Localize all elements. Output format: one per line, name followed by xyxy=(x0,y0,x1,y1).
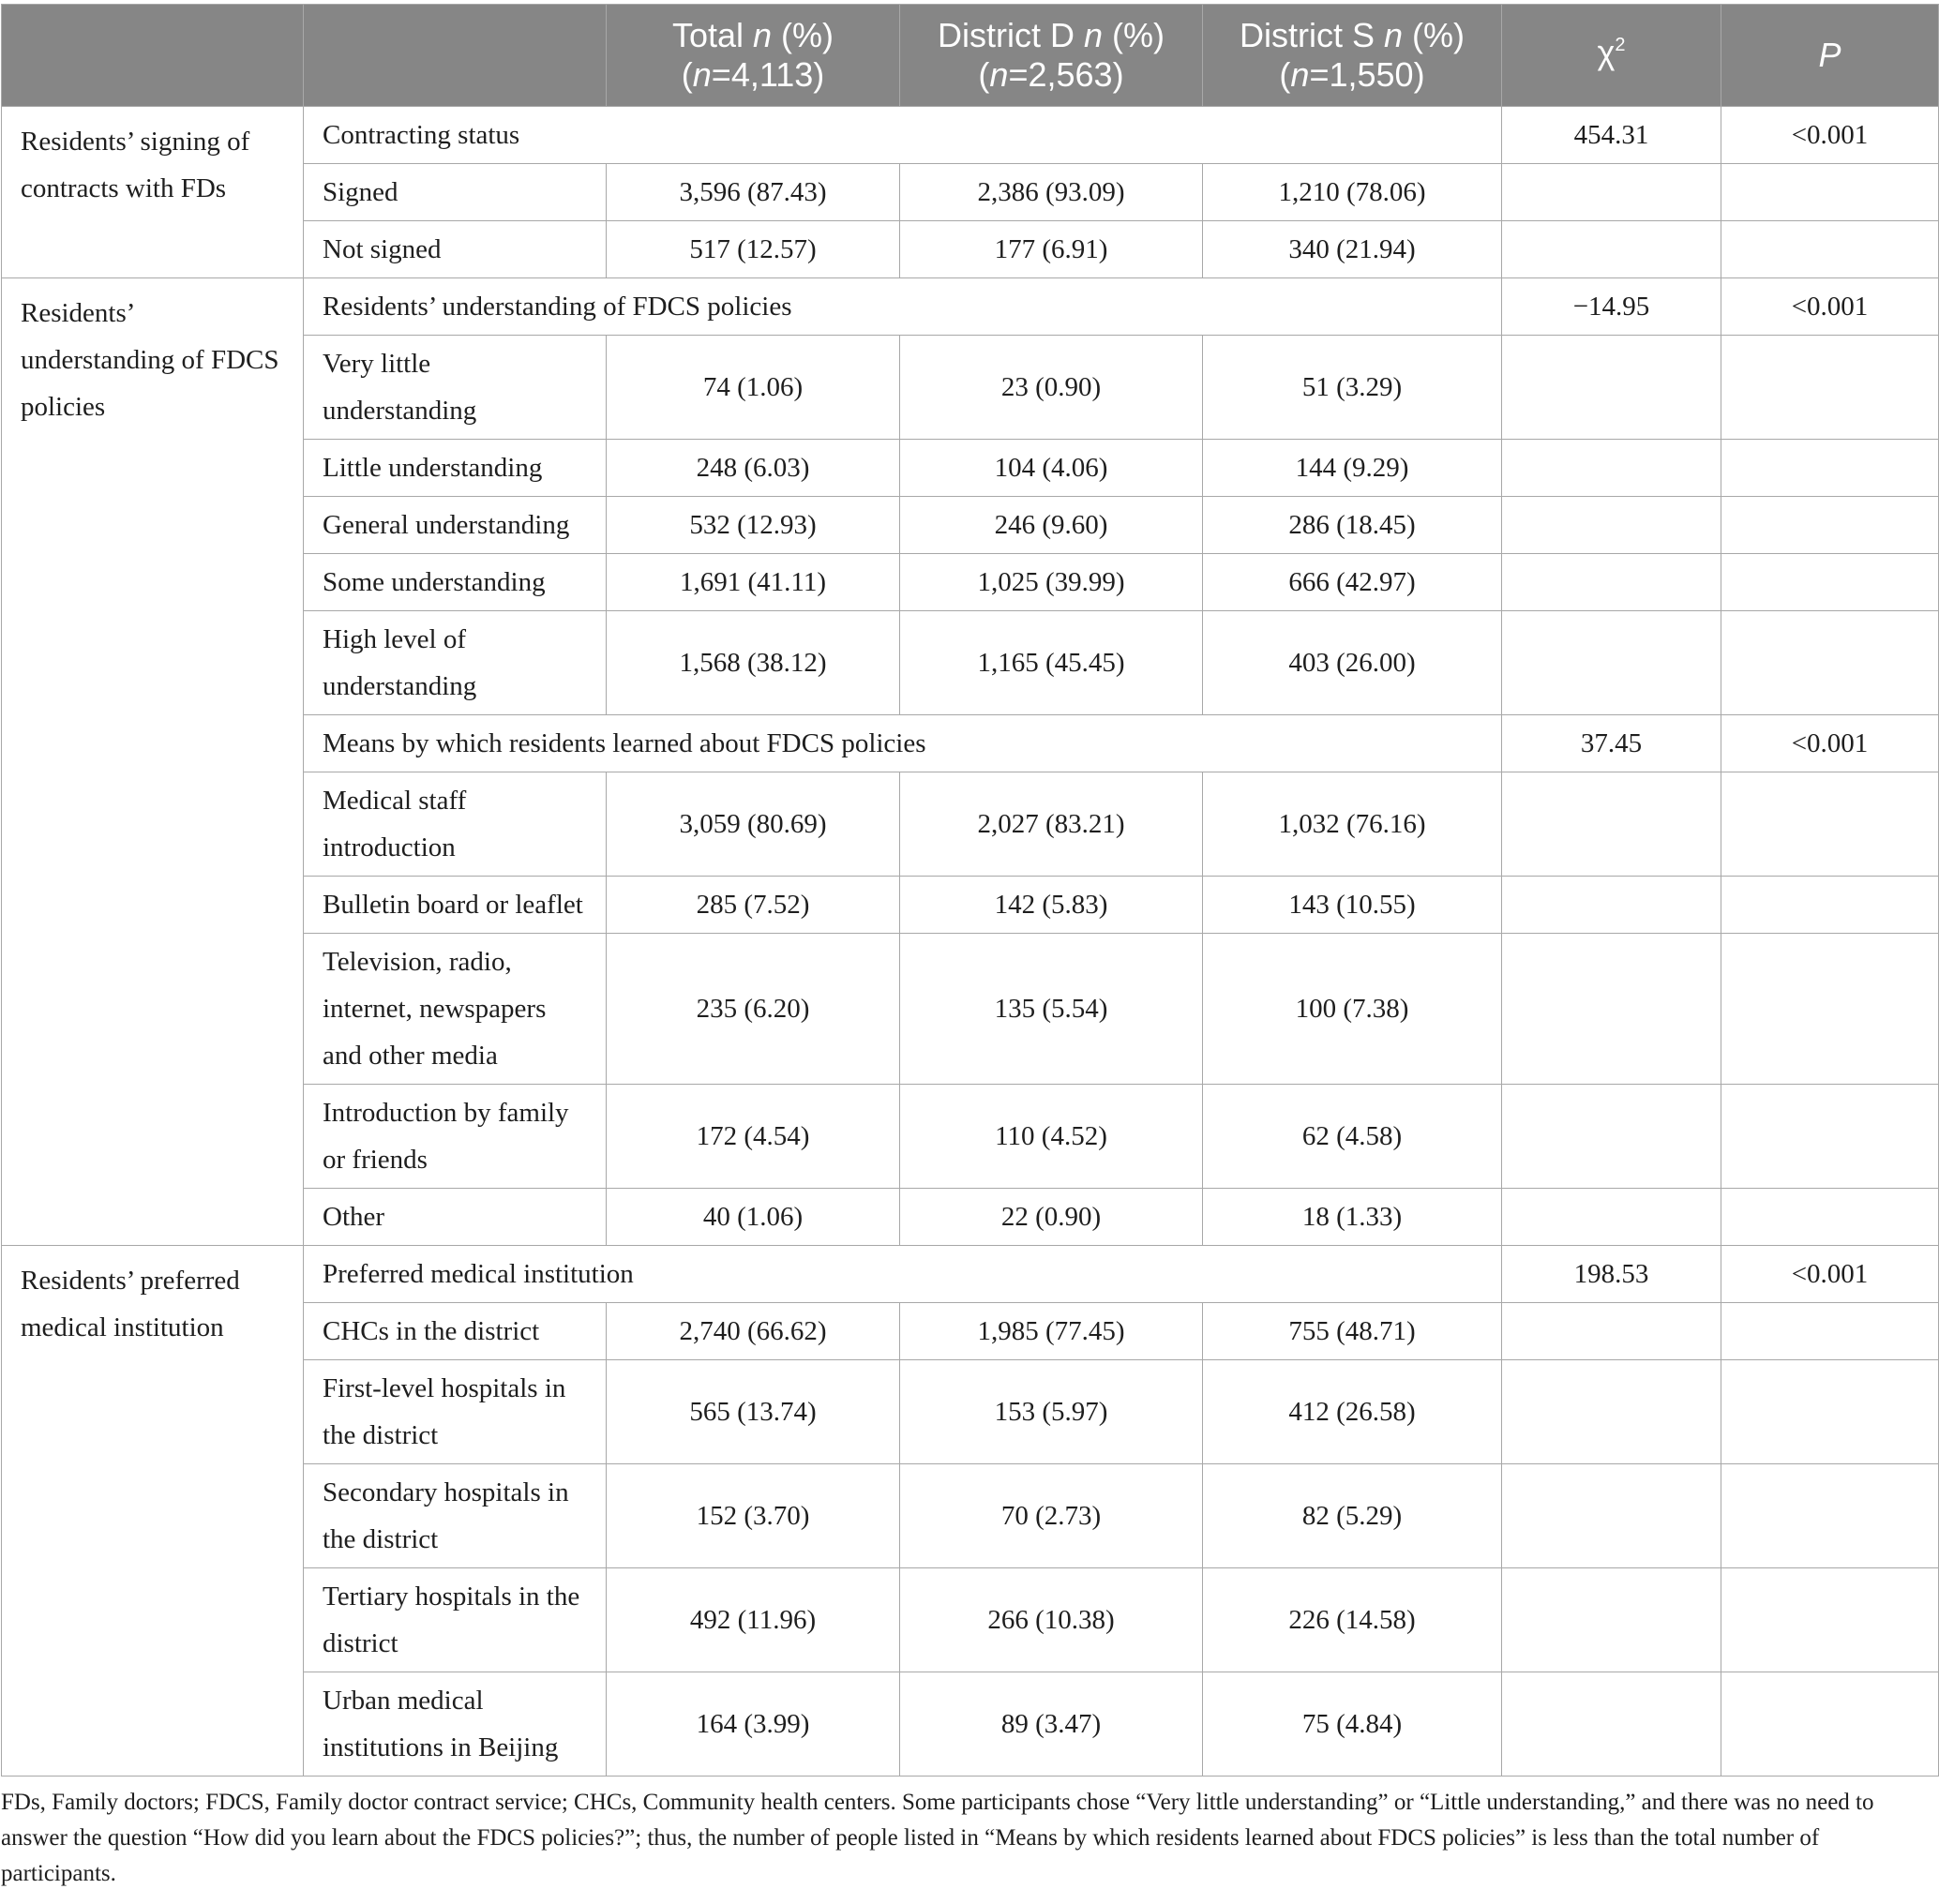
header-d-n: n xyxy=(1083,16,1104,54)
p-label: P xyxy=(1818,36,1841,74)
subheading-cell: Residents’ understanding of FDCS policies xyxy=(304,278,1502,336)
header-category-blank xyxy=(2,5,304,107)
category-cell: Residents’ signing of contracts with FDs xyxy=(2,107,304,278)
district-s-cell: 18 (1.33) xyxy=(1203,1189,1502,1246)
row-label: CHCs in the district xyxy=(304,1303,607,1360)
header-s-prefix: District S xyxy=(1239,16,1384,54)
row-label: High level of understanding xyxy=(304,611,607,715)
p-value: <0.001 xyxy=(1721,715,1939,772)
total-cell: 248 (6.03) xyxy=(607,440,900,497)
header-total-count: =4,113) xyxy=(711,55,825,94)
row-label: Secondary hospitals in the district xyxy=(304,1464,607,1568)
empty-cell xyxy=(1721,164,1939,221)
header-d-pct: (%) xyxy=(1103,16,1165,54)
header-d-count: =2,563) xyxy=(1008,55,1124,94)
empty-cell xyxy=(1502,221,1721,278)
total-cell: 285 (7.52) xyxy=(607,877,900,934)
empty-cell xyxy=(1502,554,1721,611)
row-label: Not signed xyxy=(304,221,607,278)
header-d-open: ( xyxy=(978,55,990,94)
header-row xyxy=(2,5,1939,107)
empty-cell xyxy=(1721,1568,1939,1672)
empty-cell xyxy=(1721,1464,1939,1568)
empty-cell xyxy=(1502,611,1721,715)
district-d-cell: 153 (5.97) xyxy=(900,1360,1203,1464)
empty-cell xyxy=(1502,877,1721,934)
empty-cell xyxy=(1502,1189,1721,1246)
category-cell: Residents’ preferred medical institution xyxy=(2,1246,304,1777)
chi-value: 198.53 xyxy=(1502,1246,1721,1303)
total-cell: 1,568 (38.12) xyxy=(607,611,900,715)
empty-cell xyxy=(1721,554,1939,611)
row-label: Tertiary hospitals in the district xyxy=(304,1568,607,1672)
row-label: General understanding xyxy=(304,497,607,554)
header-total-n: n xyxy=(753,16,773,54)
row-label: Little understanding xyxy=(304,440,607,497)
district-s-cell: 75 (4.84) xyxy=(1203,1672,1502,1777)
row-label: Other xyxy=(304,1189,607,1246)
table-footnote: FDs, Family doctors; FDCS, Family doctor contract service; CHCs, Community health centers. Some participants chose “Very little understanding” or “Little understanding,” and there was no need to answer the question “How did you learn about the FDCS policies?”; thus, the number of people listed in “Means by which residents learned about FDCS policies” is less than the total number of participants. xyxy=(1,1790,1874,1886)
chi-symbol: χ xyxy=(1597,33,1616,71)
empty-cell xyxy=(1721,1189,1939,1246)
header-total-prefix: Total xyxy=(671,16,753,54)
chi-value: 454.31 xyxy=(1502,107,1721,164)
empty-cell xyxy=(1502,1464,1721,1568)
district-d-cell: 135 (5.54) xyxy=(900,934,1203,1085)
header-total xyxy=(607,5,900,107)
header-d-prefix: District D xyxy=(937,16,1084,54)
empty-cell xyxy=(1502,440,1721,497)
row-label: Television, radio, internet, newspapers and other media xyxy=(304,934,607,1085)
header-p-value xyxy=(1721,5,1939,107)
empty-cell xyxy=(1721,440,1939,497)
total-cell: 3,059 (80.69) xyxy=(607,772,900,877)
total-cell: 517 (12.57) xyxy=(607,221,900,278)
district-d-cell: 2,027 (83.21) xyxy=(900,772,1203,877)
district-d-cell: 104 (4.06) xyxy=(900,440,1203,497)
district-s-cell: 755 (48.71) xyxy=(1203,1303,1502,1360)
empty-cell xyxy=(1502,1360,1721,1464)
total-cell: 532 (12.93) xyxy=(607,497,900,554)
header-s-pct: (%) xyxy=(1403,16,1466,54)
header-district-s xyxy=(1203,5,1502,107)
empty-cell xyxy=(1721,336,1939,440)
category-cell: Residents’ understanding of FDCS policies xyxy=(2,278,304,1246)
empty-cell xyxy=(1502,1568,1721,1672)
p-value: <0.001 xyxy=(1721,1246,1939,1303)
total-cell: 172 (4.54) xyxy=(607,1085,900,1189)
p-value: <0.001 xyxy=(1721,107,1939,164)
empty-cell xyxy=(1502,497,1721,554)
subheading-cell: Contracting status xyxy=(304,107,1502,164)
empty-cell xyxy=(1721,497,1939,554)
district-s-cell: 403 (26.00) xyxy=(1203,611,1502,715)
chi-superscript: 2 xyxy=(1615,35,1626,55)
header-s-open: ( xyxy=(1279,55,1291,94)
total-cell: 152 (3.70) xyxy=(607,1464,900,1568)
empty-cell xyxy=(1721,221,1939,278)
district-s-cell: 144 (9.29) xyxy=(1203,440,1502,497)
header-total-n2: n xyxy=(692,55,712,94)
header-total-open: ( xyxy=(681,55,693,94)
total-cell: 2,740 (66.62) xyxy=(607,1303,900,1360)
empty-cell xyxy=(1721,877,1939,934)
total-cell: 3,596 (87.43) xyxy=(607,164,900,221)
district-s-cell: 226 (14.58) xyxy=(1203,1568,1502,1672)
total-cell: 74 (1.06) xyxy=(607,336,900,440)
empty-cell xyxy=(1502,1303,1721,1360)
empty-cell xyxy=(1721,1303,1939,1360)
district-s-cell: 1,210 (78.06) xyxy=(1203,164,1502,221)
empty-cell xyxy=(1721,1085,1939,1189)
district-d-cell: 2,386 (93.09) xyxy=(900,164,1203,221)
district-d-cell: 1,165 (45.45) xyxy=(900,611,1203,715)
table-row xyxy=(2,107,1939,164)
district-d-cell: 142 (5.83) xyxy=(900,877,1203,934)
district-d-cell: 23 (0.90) xyxy=(900,336,1203,440)
district-s-cell: 286 (18.45) xyxy=(1203,497,1502,554)
district-d-cell: 177 (6.91) xyxy=(900,221,1203,278)
row-label: Very little understanding xyxy=(304,336,607,440)
row-label: Medical staff introduction xyxy=(304,772,607,877)
empty-cell xyxy=(1502,1085,1721,1189)
row-label: Some understanding xyxy=(304,554,607,611)
district-s-cell: 412 (26.58) xyxy=(1203,1360,1502,1464)
header-d-n2: n xyxy=(989,55,1009,94)
header-total-pct: (%) xyxy=(772,16,834,54)
district-s-cell: 100 (7.38) xyxy=(1203,934,1502,1085)
header-s-n2: n xyxy=(1290,55,1310,94)
district-d-cell: 1,985 (77.45) xyxy=(900,1303,1203,1360)
district-s-cell: 143 (10.55) xyxy=(1203,877,1502,934)
p-value: <0.001 xyxy=(1721,278,1939,336)
chi-value: 37.45 xyxy=(1502,715,1721,772)
empty-cell xyxy=(1502,164,1721,221)
total-cell: 164 (3.99) xyxy=(607,1672,900,1777)
row-label: Urban medical institutions in Beijing xyxy=(304,1672,607,1777)
total-cell: 235 (6.20) xyxy=(607,934,900,1085)
total-cell: 492 (11.96) xyxy=(607,1568,900,1672)
empty-cell xyxy=(1502,1672,1721,1777)
table-row xyxy=(2,1246,1939,1303)
subheading-cell: Means by which residents learned about FDCS policies xyxy=(304,715,1502,772)
district-s-cell: 340 (21.94) xyxy=(1203,221,1502,278)
chi-value: −14.95 xyxy=(1502,278,1721,336)
empty-cell xyxy=(1721,611,1939,715)
row-label: Introduction by family or friends xyxy=(304,1085,607,1189)
empty-cell xyxy=(1721,1672,1939,1777)
header-chi-square xyxy=(1502,5,1721,107)
empty-cell xyxy=(1721,772,1939,877)
district-d-cell: 110 (4.52) xyxy=(900,1085,1203,1189)
row-label: Signed xyxy=(304,164,607,221)
subheading-cell: Preferred medical institution xyxy=(304,1246,1502,1303)
row-label: First-level hospitals in the district xyxy=(304,1360,607,1464)
results-table xyxy=(1,4,1939,1777)
header-s-count: =1,550) xyxy=(1309,55,1425,94)
empty-cell xyxy=(1721,1360,1939,1464)
empty-cell xyxy=(1502,336,1721,440)
district-d-cell: 246 (9.60) xyxy=(900,497,1203,554)
district-s-cell: 62 (4.58) xyxy=(1203,1085,1502,1189)
header-district-d xyxy=(900,5,1203,107)
total-cell: 565 (13.74) xyxy=(607,1360,900,1464)
row-label: Bulletin board or leaflet xyxy=(304,877,607,934)
total-cell: 40 (1.06) xyxy=(607,1189,900,1246)
total-cell: 1,691 (41.11) xyxy=(607,554,900,611)
district-s-cell: 666 (42.97) xyxy=(1203,554,1502,611)
empty-cell xyxy=(1502,772,1721,877)
empty-cell xyxy=(1721,934,1939,1085)
district-d-cell: 89 (3.47) xyxy=(900,1672,1203,1777)
empty-cell xyxy=(1502,934,1721,1085)
district-s-cell: 82 (5.29) xyxy=(1203,1464,1502,1568)
district-s-cell: 51 (3.29) xyxy=(1203,336,1502,440)
district-d-cell: 1,025 (39.99) xyxy=(900,554,1203,611)
table-row xyxy=(2,278,1939,336)
header-s-n: n xyxy=(1383,16,1404,54)
district-s-cell: 1,032 (76.16) xyxy=(1203,772,1502,877)
district-d-cell: 22 (0.90) xyxy=(900,1189,1203,1246)
district-d-cell: 70 (2.73) xyxy=(900,1464,1203,1568)
header-item-blank xyxy=(304,5,607,107)
district-d-cell: 266 (10.38) xyxy=(900,1568,1203,1672)
